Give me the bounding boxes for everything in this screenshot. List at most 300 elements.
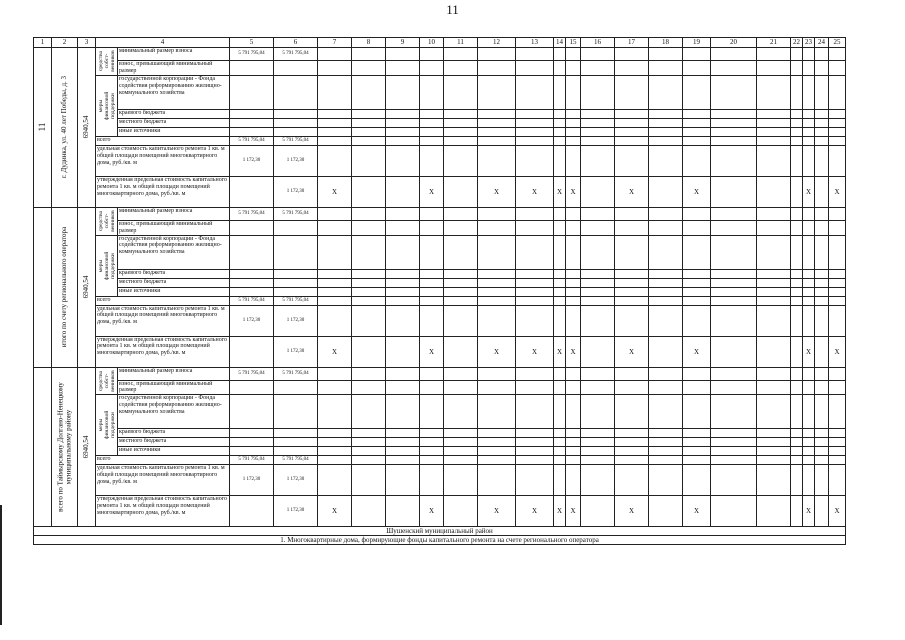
empty-cell bbox=[386, 269, 420, 278]
value-col-6 bbox=[274, 61, 318, 76]
empty-cell bbox=[829, 287, 846, 296]
empty-cell bbox=[815, 456, 829, 465]
row-label-excess_contrib: взнос, превышающий минимальный размер bbox=[118, 61, 230, 76]
empty-cell bbox=[711, 380, 757, 395]
empty-cell bbox=[478, 447, 516, 456]
empty-cell bbox=[566, 220, 581, 235]
empty-cell bbox=[352, 456, 386, 465]
empty-cell bbox=[815, 235, 829, 269]
empty-cell bbox=[420, 367, 444, 380]
own-funds-group-cell-text: средства собст-венников bbox=[97, 210, 116, 232]
x-mark-col-25: X bbox=[829, 336, 846, 367]
empty-cell bbox=[649, 75, 683, 109]
row-number-cell bbox=[34, 367, 52, 527]
area-cell bbox=[78, 48, 96, 208]
empty-cell bbox=[386, 456, 420, 465]
empty-cell bbox=[683, 109, 711, 118]
empty-cell bbox=[803, 278, 815, 287]
value-col-6 bbox=[274, 220, 318, 235]
empty-cell bbox=[803, 456, 815, 465]
empty-cell bbox=[803, 118, 815, 127]
table-row bbox=[34, 278, 846, 287]
value-col-6 bbox=[274, 118, 318, 127]
empty-cell bbox=[554, 109, 566, 118]
value-col-5 bbox=[230, 438, 274, 447]
empty-cell bbox=[649, 395, 683, 429]
empty-cell bbox=[649, 287, 683, 296]
empty-cell bbox=[683, 269, 711, 278]
empty-cell bbox=[815, 305, 829, 336]
empty-cell bbox=[791, 75, 803, 109]
empty-cell bbox=[791, 395, 803, 429]
row-number-cell bbox=[34, 207, 52, 367]
empty-cell bbox=[352, 367, 386, 380]
empty-cell bbox=[478, 380, 516, 395]
x-mark-col-19: X bbox=[683, 336, 711, 367]
empty-cell bbox=[318, 127, 352, 136]
empty-cell bbox=[711, 118, 757, 127]
empty-cell bbox=[554, 75, 566, 109]
empty-cell bbox=[516, 220, 554, 235]
table-row bbox=[34, 118, 846, 127]
empty-cell bbox=[815, 278, 829, 287]
empty-cell bbox=[649, 456, 683, 465]
table-row bbox=[34, 269, 846, 278]
empty-cell bbox=[516, 235, 554, 269]
empty-cell bbox=[683, 367, 711, 380]
empty-cell bbox=[791, 127, 803, 136]
empty-cell bbox=[711, 176, 757, 207]
empty-cell bbox=[757, 136, 791, 145]
empty-cell bbox=[478, 109, 516, 118]
table-row bbox=[34, 336, 846, 367]
empty-cell bbox=[757, 61, 791, 76]
empty-cell bbox=[566, 447, 581, 456]
empty-cell bbox=[420, 447, 444, 456]
table-row bbox=[34, 395, 846, 429]
empty-cell bbox=[444, 48, 478, 61]
empty-cell bbox=[444, 75, 478, 109]
empty-cell bbox=[791, 136, 803, 145]
empty-cell bbox=[420, 235, 444, 269]
empty-cell bbox=[791, 61, 803, 76]
empty-cell bbox=[615, 75, 649, 109]
row-label-min_contrib: минимальный размер взноса bbox=[118, 367, 230, 380]
value-col-6 bbox=[274, 109, 318, 118]
empty-cell bbox=[386, 61, 420, 76]
row-label-other: иные источники bbox=[118, 287, 230, 296]
page-number: 11 bbox=[446, 2, 459, 17]
row-label-excess_contrib: взнос, превышающий минимальный размер bbox=[118, 380, 230, 395]
empty-cell bbox=[386, 75, 420, 109]
column-header-16: 16 bbox=[581, 38, 615, 48]
empty-cell bbox=[829, 61, 846, 76]
empty-cell bbox=[815, 220, 829, 235]
empty-cell bbox=[791, 176, 803, 207]
address-cell bbox=[52, 207, 78, 367]
value-col-6 bbox=[274, 395, 318, 429]
empty-cell bbox=[803, 296, 815, 305]
empty-cell bbox=[711, 465, 757, 496]
empty-cell bbox=[386, 136, 420, 145]
empty-cell bbox=[444, 380, 478, 395]
empty-cell bbox=[791, 145, 803, 176]
empty-cell bbox=[581, 296, 615, 305]
empty-cell bbox=[478, 207, 516, 220]
empty-cell bbox=[478, 305, 516, 336]
empty-cell bbox=[444, 465, 478, 496]
empty-cell bbox=[711, 456, 757, 465]
x-mark-col-7: X bbox=[318, 336, 352, 367]
empty-cell bbox=[581, 465, 615, 496]
empty-cell bbox=[444, 278, 478, 287]
table-row bbox=[34, 496, 846, 527]
value-col-6: 5 791 795,04 bbox=[274, 136, 318, 145]
x-mark-col-15: X bbox=[566, 336, 581, 367]
empty-cell bbox=[566, 305, 581, 336]
area-cell-text: 6940,54 bbox=[81, 116, 90, 139]
empty-cell bbox=[711, 127, 757, 136]
empty-cell bbox=[829, 269, 846, 278]
empty-cell bbox=[581, 287, 615, 296]
area-cell-text: 6940,54 bbox=[81, 435, 90, 459]
empty-cell bbox=[566, 118, 581, 127]
value-col-6: 1 172,30 bbox=[274, 145, 318, 176]
empty-cell bbox=[352, 136, 386, 145]
x-mark-col-10: X bbox=[420, 496, 444, 527]
empty-cell bbox=[815, 380, 829, 395]
column-header-14: 14 bbox=[554, 38, 566, 48]
area-cell bbox=[78, 207, 96, 367]
empty-cell bbox=[683, 429, 711, 438]
capital-repair-table bbox=[33, 37, 846, 545]
empty-cell bbox=[386, 447, 420, 456]
empty-cell bbox=[554, 136, 566, 145]
empty-cell bbox=[829, 220, 846, 235]
empty-cell bbox=[649, 118, 683, 127]
empty-cell bbox=[757, 336, 791, 367]
value-col-5: 1 172,30 bbox=[230, 465, 274, 496]
empty-cell bbox=[581, 429, 615, 438]
empty-cell bbox=[615, 278, 649, 287]
empty-cell bbox=[683, 127, 711, 136]
empty-cell bbox=[803, 429, 815, 438]
empty-cell bbox=[757, 465, 791, 496]
empty-cell bbox=[803, 136, 815, 145]
empty-cell bbox=[791, 465, 803, 496]
empty-cell bbox=[318, 269, 352, 278]
empty-cell bbox=[554, 61, 566, 76]
x-mark-col-12: X bbox=[478, 176, 516, 207]
row-label-regional: краевого бюджета bbox=[118, 429, 230, 438]
empty-cell bbox=[649, 380, 683, 395]
row-label-excess_contrib: взнос, превышающий минимальный размер bbox=[118, 220, 230, 235]
empty-cell bbox=[829, 395, 846, 429]
empty-cell bbox=[815, 269, 829, 278]
empty-cell bbox=[711, 336, 757, 367]
empty-cell bbox=[757, 235, 791, 269]
empty-cell bbox=[615, 395, 649, 429]
empty-cell bbox=[420, 395, 444, 429]
empty-cell bbox=[683, 465, 711, 496]
empty-cell bbox=[478, 235, 516, 269]
empty-cell bbox=[791, 235, 803, 269]
row-label-state_corp: государственной корпорации - Фонда содействия реформированию жилищно-коммунального хозяйства bbox=[118, 235, 230, 269]
empty-cell bbox=[711, 447, 757, 456]
empty-cell bbox=[815, 429, 829, 438]
row-label-regional: краевого бюджета bbox=[118, 109, 230, 118]
empty-cell bbox=[649, 438, 683, 447]
empty-cell bbox=[444, 296, 478, 305]
column-header-9: 9 bbox=[386, 38, 420, 48]
column-header-8: 8 bbox=[352, 38, 386, 48]
table-row bbox=[34, 367, 846, 380]
empty-cell bbox=[554, 380, 566, 395]
footer-section: 1. Многоквартирные дома, формирующие фонды капитального ремонта на счете регионального оператора bbox=[34, 536, 846, 545]
column-header-15: 15 bbox=[566, 38, 581, 48]
value-col-5 bbox=[230, 336, 274, 367]
empty-cell bbox=[318, 220, 352, 235]
own-funds-group-cell-text: средства собст-венников bbox=[97, 370, 116, 392]
empty-cell bbox=[516, 429, 554, 438]
empty-cell bbox=[478, 438, 516, 447]
x-mark-col-17: X bbox=[615, 176, 649, 207]
empty-cell bbox=[566, 438, 581, 447]
empty-cell bbox=[683, 48, 711, 61]
empty-cell bbox=[757, 367, 791, 380]
empty-cell bbox=[318, 61, 352, 76]
empty-cell bbox=[803, 380, 815, 395]
empty-cell bbox=[649, 48, 683, 61]
empty-cell bbox=[566, 465, 581, 496]
empty-cell bbox=[757, 380, 791, 395]
empty-cell bbox=[815, 438, 829, 447]
empty-cell bbox=[420, 145, 444, 176]
empty-cell bbox=[478, 367, 516, 380]
empty-cell bbox=[352, 429, 386, 438]
empty-cell bbox=[516, 287, 554, 296]
table-row bbox=[34, 380, 846, 395]
empty-cell bbox=[757, 269, 791, 278]
empty-cell bbox=[352, 496, 386, 527]
address-cell-text: всего по Таймырскому Долгано-Ненецкому муниципальному району bbox=[55, 382, 72, 512]
empty-cell bbox=[615, 367, 649, 380]
value-col-5 bbox=[230, 109, 274, 118]
x-mark-col-17: X bbox=[615, 336, 649, 367]
table-row bbox=[34, 127, 846, 136]
value-col-6: 5 791 795,04 bbox=[274, 207, 318, 220]
empty-cell bbox=[615, 269, 649, 278]
empty-cell bbox=[815, 465, 829, 496]
empty-cell bbox=[615, 465, 649, 496]
table-row bbox=[34, 438, 846, 447]
value-col-5 bbox=[230, 287, 274, 296]
empty-cell bbox=[554, 235, 566, 269]
empty-cell bbox=[757, 145, 791, 176]
empty-cell bbox=[318, 395, 352, 429]
empty-cell bbox=[649, 305, 683, 336]
empty-cell bbox=[711, 367, 757, 380]
empty-cell bbox=[318, 367, 352, 380]
empty-cell bbox=[386, 305, 420, 336]
empty-cell bbox=[757, 429, 791, 438]
empty-cell bbox=[386, 380, 420, 395]
address-cell bbox=[52, 367, 78, 527]
empty-cell bbox=[478, 61, 516, 76]
x-mark-col-14: X bbox=[554, 336, 566, 367]
value-col-5: 5 791 795,04 bbox=[230, 207, 274, 220]
empty-cell bbox=[581, 109, 615, 118]
financial-support-group-cell bbox=[96, 395, 118, 456]
empty-cell bbox=[757, 278, 791, 287]
empty-cell bbox=[815, 145, 829, 176]
empty-cell bbox=[386, 336, 420, 367]
empty-cell bbox=[516, 278, 554, 287]
empty-cell bbox=[615, 296, 649, 305]
empty-cell bbox=[757, 305, 791, 336]
empty-cell bbox=[829, 305, 846, 336]
empty-cell bbox=[791, 456, 803, 465]
column-header-17: 17 bbox=[615, 38, 649, 48]
value-col-5 bbox=[230, 278, 274, 287]
empty-cell bbox=[615, 48, 649, 61]
column-header-7: 7 bbox=[318, 38, 352, 48]
empty-cell bbox=[829, 127, 846, 136]
empty-cell bbox=[516, 456, 554, 465]
empty-cell bbox=[829, 207, 846, 220]
empty-cell bbox=[566, 145, 581, 176]
empty-cell bbox=[815, 127, 829, 136]
empty-cell bbox=[444, 395, 478, 429]
empty-cell bbox=[566, 278, 581, 287]
empty-cell bbox=[444, 61, 478, 76]
empty-cell bbox=[444, 176, 478, 207]
empty-cell bbox=[386, 465, 420, 496]
empty-cell bbox=[711, 496, 757, 527]
area-cell bbox=[78, 367, 96, 527]
empty-cell bbox=[803, 465, 815, 496]
empty-cell bbox=[711, 305, 757, 336]
value-col-5 bbox=[230, 61, 274, 76]
x-mark-col-13: X bbox=[516, 496, 554, 527]
empty-cell bbox=[757, 438, 791, 447]
empty-cell bbox=[386, 118, 420, 127]
value-col-5 bbox=[230, 269, 274, 278]
empty-cell bbox=[581, 207, 615, 220]
empty-cell bbox=[478, 278, 516, 287]
empty-cell bbox=[554, 395, 566, 429]
empty-cell bbox=[711, 136, 757, 145]
empty-cell bbox=[615, 145, 649, 176]
empty-cell bbox=[566, 75, 581, 109]
empty-cell bbox=[420, 429, 444, 438]
empty-cell bbox=[318, 447, 352, 456]
empty-cell bbox=[581, 269, 615, 278]
empty-cell bbox=[829, 438, 846, 447]
x-mark-col-23: X bbox=[803, 176, 815, 207]
empty-cell bbox=[803, 305, 815, 336]
scan-edge-line bbox=[0, 505, 2, 625]
empty-cell bbox=[516, 145, 554, 176]
empty-cell bbox=[649, 61, 683, 76]
value-col-6 bbox=[274, 429, 318, 438]
empty-cell bbox=[829, 75, 846, 109]
empty-cell bbox=[791, 269, 803, 278]
column-header-1: 1 bbox=[34, 38, 52, 48]
empty-cell bbox=[803, 75, 815, 109]
empty-cell bbox=[352, 48, 386, 61]
empty-cell bbox=[803, 127, 815, 136]
empty-cell bbox=[757, 296, 791, 305]
empty-cell bbox=[711, 395, 757, 429]
empty-cell bbox=[829, 447, 846, 456]
empty-cell bbox=[554, 278, 566, 287]
row-label-local: местного бюджета bbox=[118, 118, 230, 127]
empty-cell bbox=[352, 61, 386, 76]
value-col-6 bbox=[274, 127, 318, 136]
empty-cell bbox=[649, 447, 683, 456]
column-header-19: 19 bbox=[683, 38, 711, 48]
empty-cell bbox=[352, 220, 386, 235]
empty-cell bbox=[829, 136, 846, 145]
table-row bbox=[34, 109, 846, 118]
empty-cell bbox=[386, 127, 420, 136]
area-cell-text: 6940,54 bbox=[81, 275, 90, 299]
empty-cell bbox=[554, 367, 566, 380]
empty-cell bbox=[791, 207, 803, 220]
empty-cell bbox=[791, 305, 803, 336]
empty-cell bbox=[757, 447, 791, 456]
empty-cell bbox=[566, 456, 581, 465]
empty-cell bbox=[318, 207, 352, 220]
empty-cell bbox=[711, 145, 757, 176]
empty-cell bbox=[566, 296, 581, 305]
empty-cell bbox=[318, 305, 352, 336]
empty-cell bbox=[318, 380, 352, 395]
row-label-max_cost: утвержденная предельная стоимость капитального ремонта 1 кв. м общей площади помещений многоквартирного дома, руб./кв. м bbox=[96, 496, 230, 527]
empty-cell bbox=[318, 278, 352, 287]
empty-cell bbox=[386, 429, 420, 438]
empty-cell bbox=[829, 296, 846, 305]
empty-cell bbox=[420, 296, 444, 305]
row-label-max_cost: утвержденная предельная стоимость капитального ремонта 1 кв. м общей площади помещений многоквартирного дома, руб./кв. м bbox=[96, 176, 230, 207]
empty-cell bbox=[803, 438, 815, 447]
empty-cell bbox=[615, 287, 649, 296]
x-mark-col-14: X bbox=[554, 496, 566, 527]
table-row bbox=[34, 287, 846, 296]
empty-cell bbox=[581, 136, 615, 145]
empty-cell bbox=[444, 235, 478, 269]
x-mark-col-14: X bbox=[554, 176, 566, 207]
empty-cell bbox=[420, 278, 444, 287]
empty-cell bbox=[791, 336, 803, 367]
empty-cell bbox=[649, 109, 683, 118]
row-label-local: местного бюджета bbox=[118, 278, 230, 287]
financial-support-group-cell-text: меры финансовой поддержки bbox=[97, 411, 116, 440]
empty-cell bbox=[711, 438, 757, 447]
empty-cell bbox=[791, 447, 803, 456]
empty-cell bbox=[444, 207, 478, 220]
empty-cell bbox=[444, 305, 478, 336]
column-header-2: 2 bbox=[52, 38, 78, 48]
empty-cell bbox=[803, 395, 815, 429]
empty-cell bbox=[420, 456, 444, 465]
empty-cell bbox=[420, 207, 444, 220]
empty-cell bbox=[386, 48, 420, 61]
empty-cell bbox=[615, 207, 649, 220]
empty-cell bbox=[318, 465, 352, 496]
x-mark-col-7: X bbox=[318, 176, 352, 207]
